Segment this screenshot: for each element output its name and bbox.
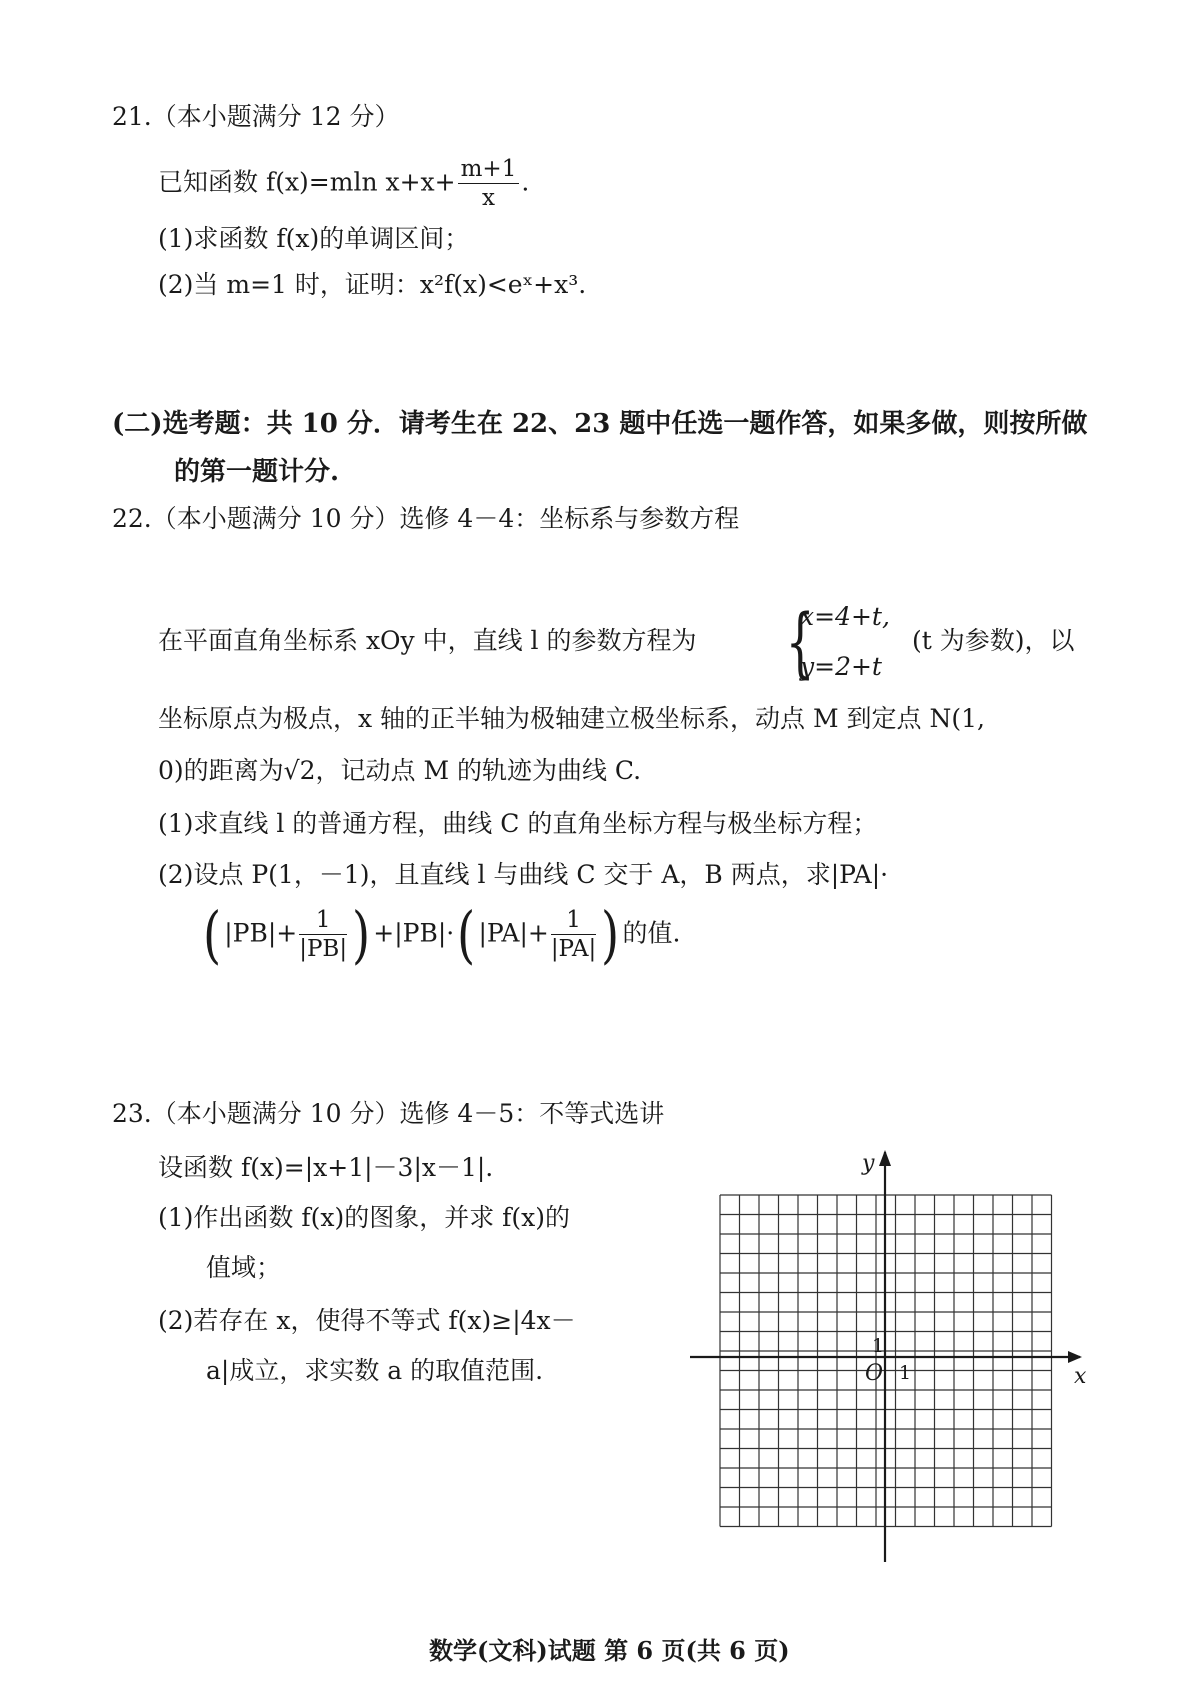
q22-system-eq1: x=4+t, bbox=[800, 602, 890, 631]
q23-stem: 设函数 f(x)=|x+1|－3|x－1|. bbox=[158, 1153, 494, 1182]
frac1-den: |PB| bbox=[299, 936, 348, 962]
expr-b: +|PB|· bbox=[373, 918, 455, 948]
q21-stem-text: 已知函数 f(x)=mln x+x+ bbox=[158, 167, 456, 197]
q23-part1b: 值域； bbox=[206, 1253, 282, 1282]
q22-line1a: 在平面直角坐标系 xOy 中，直线 l 的参数方程为 bbox=[158, 626, 697, 655]
paren-close-1: ) bbox=[352, 898, 371, 971]
q21-header: 21.（本小题满分 12 分） bbox=[112, 102, 400, 131]
q21-frac-den: x bbox=[481, 185, 495, 211]
y-tick-1: 1 bbox=[872, 1335, 885, 1357]
q23-part1a: (1)作出函数 f(x)的图象，并求 f(x)的 bbox=[158, 1203, 571, 1232]
expr-a: |PB|+ bbox=[224, 918, 298, 948]
q21-frac-num: m+1 bbox=[458, 158, 520, 184]
q23-part2a: (2)若存在 x，使得不等式 f(x)≥|4x－ bbox=[158, 1306, 576, 1335]
page-footer: 数学(文科)试题 第 6 页(共 6 页) bbox=[429, 1636, 790, 1665]
x-tick-1: 1 bbox=[899, 1362, 912, 1384]
paren-open-1: ( bbox=[203, 898, 222, 971]
origin-label: O bbox=[865, 1361, 884, 1386]
y-axis-label: y bbox=[862, 1151, 875, 1176]
section2-line1: (二)选考题：共 10 分．请考生在 22、23 题中任选一题作答，如果多做，则按所做 bbox=[112, 409, 1088, 439]
q23-part2b: a|成立，求实数 a 的取值范围. bbox=[206, 1356, 544, 1385]
paren-open-2: ( bbox=[457, 898, 476, 971]
q22-system-brace: { bbox=[785, 597, 815, 686]
q23-header: 23.（本小题满分 10 分）选修 4－5：不等式选讲 bbox=[112, 1099, 665, 1128]
q22-system-eq2: y=2+t bbox=[800, 652, 882, 681]
q22-line3: 0)的距离为√2，记动点 M 的轨迹为曲线 C. bbox=[158, 756, 642, 785]
expr-c: |PA|+ bbox=[478, 918, 549, 948]
frac1-num: 1 bbox=[299, 909, 347, 935]
x-axis-label: x bbox=[1074, 1364, 1087, 1389]
frac2-den: |PA| bbox=[550, 936, 597, 962]
q22-part2: (2)设点 P(1，－1)，且直线 l 与曲线 C 交于 A，B 两点，求|PA|· bbox=[158, 860, 889, 889]
q22-line2: 坐标原点为极点，x 轴的正半轴为极轴建立极坐标系，动点 M 到定点 N(1, bbox=[158, 704, 985, 733]
q22-part1: (1)求直线 l 的普通方程，曲线 C 的直角坐标方程与极坐标方程； bbox=[158, 809, 878, 838]
paren-close-2: ) bbox=[601, 898, 620, 971]
q21-part2: (2)当 m=1 时，证明：x²f(x)<eˣ+x³. bbox=[158, 270, 587, 299]
q21-part1: (1)求函数 f(x)的单调区间； bbox=[158, 224, 470, 253]
q22-line1b: (t 为参数)，以 bbox=[912, 626, 1075, 655]
expr-end: 的值. bbox=[622, 918, 681, 948]
q21-stem-end: . bbox=[521, 167, 530, 197]
q22-header-text: 22.（本小题满分 10 分）选修 4－4：坐标系与参数方程 bbox=[112, 504, 740, 533]
frac2-num: 1 bbox=[551, 909, 596, 935]
section2-line2: 的第一题计分. bbox=[174, 457, 340, 487]
